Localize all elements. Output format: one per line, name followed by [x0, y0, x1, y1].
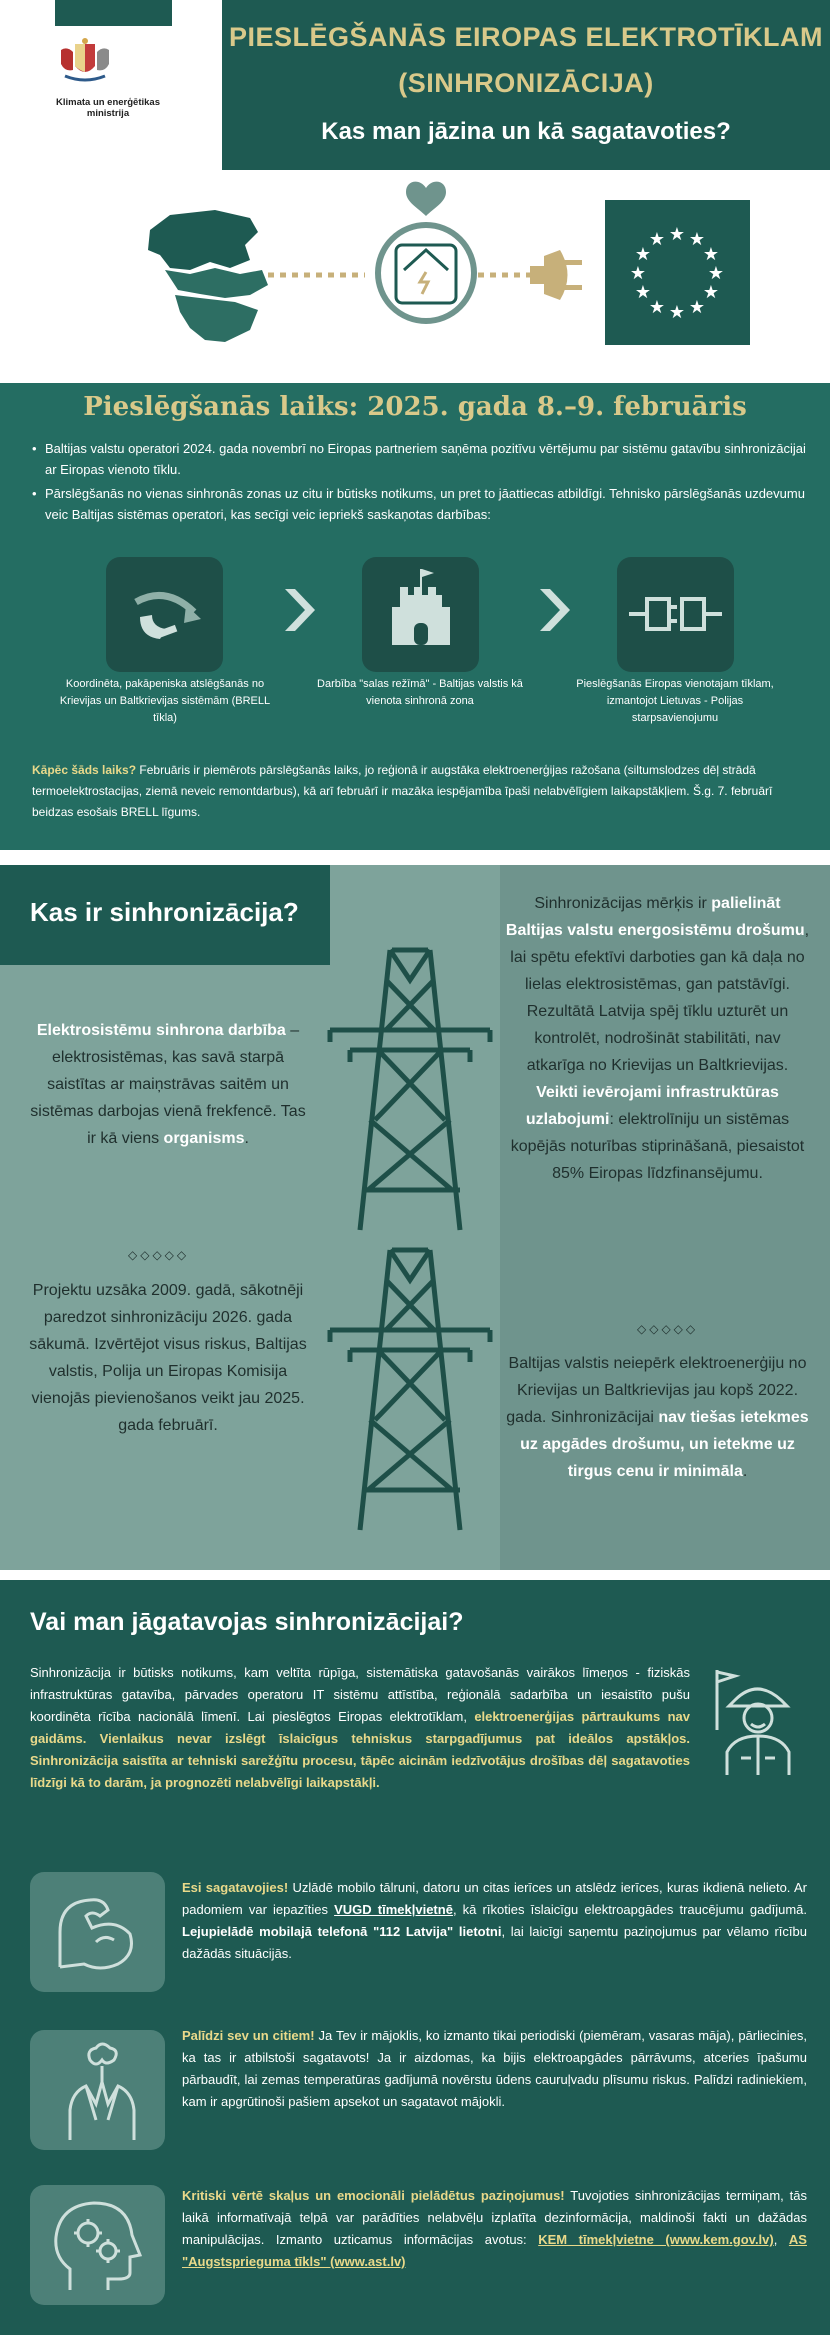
step1-caption: Koordinēta, pakāpeniska atslēgšanās no Krievijas un Baltkrievijas sistēmām (BRELL tīkla) — [59, 678, 271, 724]
eu-stars-icon — [605, 200, 750, 345]
sync-market-b: nav tiešas ietekmes uz apgādes drošumu, un ietekme uz tirgus cenu ir minimāla — [520, 1409, 809, 1480]
heart-icon — [406, 182, 446, 216]
power-tower-icon — [320, 1240, 500, 1540]
connection-bullets — [32, 438, 812, 528]
bullet-item: • Pārslēgšanās no vienas sinhronās zonas uz citu ir būtisks notikums, un pret to jāattiecas atbildīgi. Tehnisko pārslēgšanās uzdevumu veic Baltijas sistēmas operatori, kas secīgi veic iepriekš saskaņotas darbības: — [32, 483, 812, 525]
firefighter-icon — [705, 1660, 810, 1780]
disconnect-plug-icon — [106, 557, 223, 672]
head-gears-icon — [30, 2185, 165, 2305]
connect-plug-icon — [617, 557, 734, 672]
connection-title: Pieslēgšanās laiks: 2025. gada 8.–9. februāris — [83, 392, 747, 422]
tip3-sep: , — [773, 2232, 789, 2247]
svg-text:★: ★ — [629, 263, 647, 284]
bullet-item: • Baltijas valstu operatori 2024. gada novembrī no Eiropas partneriem saņēma pozitīvu vērtējumu par sistēmu gatavību sinhronizācijai ar Eiropas vienoto tīklu. — [32, 438, 812, 480]
sync-definition-text: – elektrosistēmas, kas savā starpā saistītas ar maiņstrāvas saitēm un sistēmas darbojas vienā frekfencē. Tas ir kā viens — [30, 1022, 306, 1147]
chevron-right-icon — [532, 585, 572, 635]
strong-arm-icon — [30, 1872, 165, 1992]
sync-definition-bold: Elektrosistēmu sinhrona darbība — [36, 1022, 286, 1039]
tip3-heading: Kritiski vērtē skaļus un emocionāli pielādētus paziņojumus! — [182, 2188, 565, 2203]
sync-history: Projektu uzsāka 2009. gadā, sākotnēji paredzot sinhronizāciju 2026. gada sākumā. Izvērtējot visus riskus, Baltijas valstis, Polija un Eiropas Komisija vienojās pievienošanos veikt jau 2025. gada februārī. — [29, 1282, 307, 1434]
tip3-icon-box — [30, 2185, 165, 2305]
sync-goal-c: , lai spētu efektīvi darboties gan kā daļa no lielas elektrosistēmas, gan patstāvīgi. Rezultātā Latvija spēj tīklu uzturēt un kontrolēt, nodrošināt stabilitāti, nav atkarīga no Krievijas un Baltkrievijas. — [510, 922, 810, 1074]
tip3-text — [182, 2185, 807, 2273]
title-panel — [222, 0, 830, 170]
sync-left-panel — [0, 865, 320, 1570]
kem-link[interactable]: KEM tīmekļvietne (www.kem.gov.lv) — [538, 2232, 774, 2247]
eu-flag — [605, 200, 750, 345]
svg-text:★: ★ — [702, 282, 720, 303]
prepare-text-a: Sinhronizācija ir būtisks notikums, kam veltīta rūpīga, sistemātiska gatavošanās vairākos līmeņos - fiziskās infrastruktūras gatavība, pārvades operatoru IT sistēmu attīstība, reģionālā sadarbība un iesaistīto pušu koordinēta rīcība nacionālā līmenī. Lai pieslēgtos Eiropas elektrotīklam, — [30, 1665, 690, 1724]
svg-text:★: ★ — [668, 224, 686, 245]
step3-icon-box — [617, 557, 734, 672]
sync-goal — [505, 890, 810, 1187]
prepare-paragraph — [30, 1662, 690, 1794]
tip2-heading: Palīdzi sev un citiem! — [182, 2028, 315, 2043]
chevron-right-icon — [277, 585, 317, 635]
tip1-heading: Esi sagatavojies! — [182, 1880, 289, 1895]
why-label: Kāpēc šāds laiks? — [32, 763, 137, 777]
svg-text:★: ★ — [648, 297, 666, 318]
prepare-title: Vai man jāgatavojas sinhronizācijai? — [30, 1608, 464, 1636]
diamond-divider: ◇◇◇◇◇ — [637, 1322, 699, 1336]
tip2-icon-box — [30, 2030, 165, 2150]
svg-text:★: ★ — [702, 244, 720, 265]
sync-market-a: Baltijas valstis neiepērk elektroenerģiju no Krievijas un Baltkrievijas jau kopš 2022. gada. Sinhronizācijai — [506, 1355, 807, 1426]
sync-goal-d: Veikti ievērojami infrastruktūras uzlabojumi — [525, 1084, 779, 1128]
step2-caption: Darbība "salas režīmā" - Baltijas valstis kā vienota sinhronā zona — [317, 678, 523, 707]
sync-definition — [28, 1017, 308, 1152]
tip1-bold: Lejupielādē mobilajā telefonā "112 Latvija" lietotni — [182, 1924, 502, 1939]
sync-goal-b: palielināt Baltijas valstu energosistēmu drošumu — [505, 895, 805, 939]
sync-goal-e: : elektrolīniju un sistēmas kopējās noturības stiprināšanā, piesaistot 85% Eiropas līdzfinansējumu. — [510, 1111, 805, 1182]
sync-title: Kas ir sinhronizācija? — [30, 897, 299, 927]
main-subtitle: Kas man jāzina un kā sagatavoties? — [321, 118, 731, 145]
ast-link[interactable]: AS "Augstsprieguma tīkls" (www.ast.lv) — [182, 2232, 807, 2269]
why-text: Februāris ir piemērots pārslēgšanās laiks, jo reģionā ir augstāka elektroenerģijas ražošana (siltumslodzes dēļ strādā termoelektrostacijas, ziemā neveic remontdarbus), kā arī februārī ir mazāka iespējamība īpaši nelabvēlīgiem laikapstākļiem. Š.g. 7. februārī beidzas esošais BRELL līgums. — [32, 763, 773, 819]
plug-icon — [530, 250, 582, 300]
svg-text:★: ★ — [648, 229, 666, 250]
logo-bar — [55, 0, 172, 26]
tip1-icon-box — [30, 1872, 165, 1992]
svg-text:★: ★ — [688, 297, 706, 318]
sync-market — [505, 1350, 810, 1485]
svg-text:★: ★ — [634, 282, 652, 303]
sync-definition-organism: organisms — [163, 1130, 245, 1147]
main-title-line2: (SINHRONIZĀCIJA) — [398, 68, 654, 98]
why-paragraph — [32, 760, 807, 823]
diamond-divider: ◇◇◇◇◇ — [128, 1248, 190, 1262]
tip1-text-b: , kā rīkoties īslaicīgu elektroapgādes traucējumu gadījumā. — [452, 1902, 807, 1917]
main-title-line1: PIESLĒGŠANĀS EIROPAS ELEKTROTĪKLAM — [228, 22, 824, 52]
power-tower-icon — [320, 940, 500, 1240]
sync-market-c: . — [742, 1463, 748, 1480]
helping-hands-icon — [30, 2030, 165, 2150]
tip1-text — [182, 1877, 807, 1965]
coat-of-arms-icon — [55, 36, 115, 86]
svg-text:★: ★ — [707, 263, 725, 284]
prepare-text-b: elektroenerģijas pārtraukums nav gaidāms. Vienlaikus nevar izslēgt īslaicīgus tehniskus starpgadījumus pat ideālos apstākļos. Sinhronizācija saistīta ar tehniski sarežģītu procesu, tāpēc aicinām iedzīvotājus drošības dēļ sagatavoties līdzīgi kā to darām, ja prognozēti nelabvēlīgi laikapstākļi. — [30, 1709, 690, 1790]
svg-text:★: ★ — [668, 302, 686, 323]
step1-icon-box — [106, 557, 223, 672]
sync-goal-a: Sinhronizācijas mērķis ir — [534, 895, 712, 912]
tip2-text — [182, 2025, 807, 2113]
step2-icon-box — [362, 557, 479, 672]
ministry-name: Klimata un enerģētikas ministrija — [55, 97, 160, 119]
castle-icon — [362, 557, 479, 672]
tip3-text-a: Tuvojoties sinhronizācijas termiņam, tās laikā informatīvajā telpā var parādīties nelabvēļu izplatīta dezinformācija, maldinoši fakti un dažādas manipulācijas. Izmanto uzticamus informācijas avotus: — [182, 2188, 807, 2247]
step3-caption: Pieslēgšanās Eiropas vienotajam tīklam, izmantojot Lietuvas - Polijas starpsavienojumu — [576, 678, 774, 724]
svg-text:★: ★ — [688, 229, 706, 250]
tip2-text-a: Ja Tev ir mājoklis, ko izmanto tikai periodiski (piemēram, vasaras māja), pārliecinies, ka tas ir atbilstoši sagatavots! Ja ir aizdomas, ka bijis elektroapgādes pārrāvums, atceries īpašumu pārbaudīt, lai zemas temperatūras gadījumā novērstu ūdens cauruļvadu plīsumu riskus. Palīdzi radiniekiem, kam ir apgrūtinoši pašiem apsekot un sagatavot mājokli. — [182, 2028, 807, 2109]
vugd-link[interactable]: VUGD tīmekļvietnē — [334, 1902, 453, 1917]
baltic-map-icon — [148, 210, 258, 270]
sync-definition-end: . — [244, 1130, 249, 1147]
svg-text:★: ★ — [634, 244, 652, 265]
tip1-text-c: , lai laicīgi saņemtu paziņojumus par vēlamo rīcību dažādās situācijās. — [182, 1924, 807, 1961]
tip1-text-a: Uzlādē mobilo tālruni, datoru un citas ierīces un atslēdz ierīces, kuras ikdienā nelieto. Ar padomiem var iepazīties — [182, 1880, 807, 1917]
